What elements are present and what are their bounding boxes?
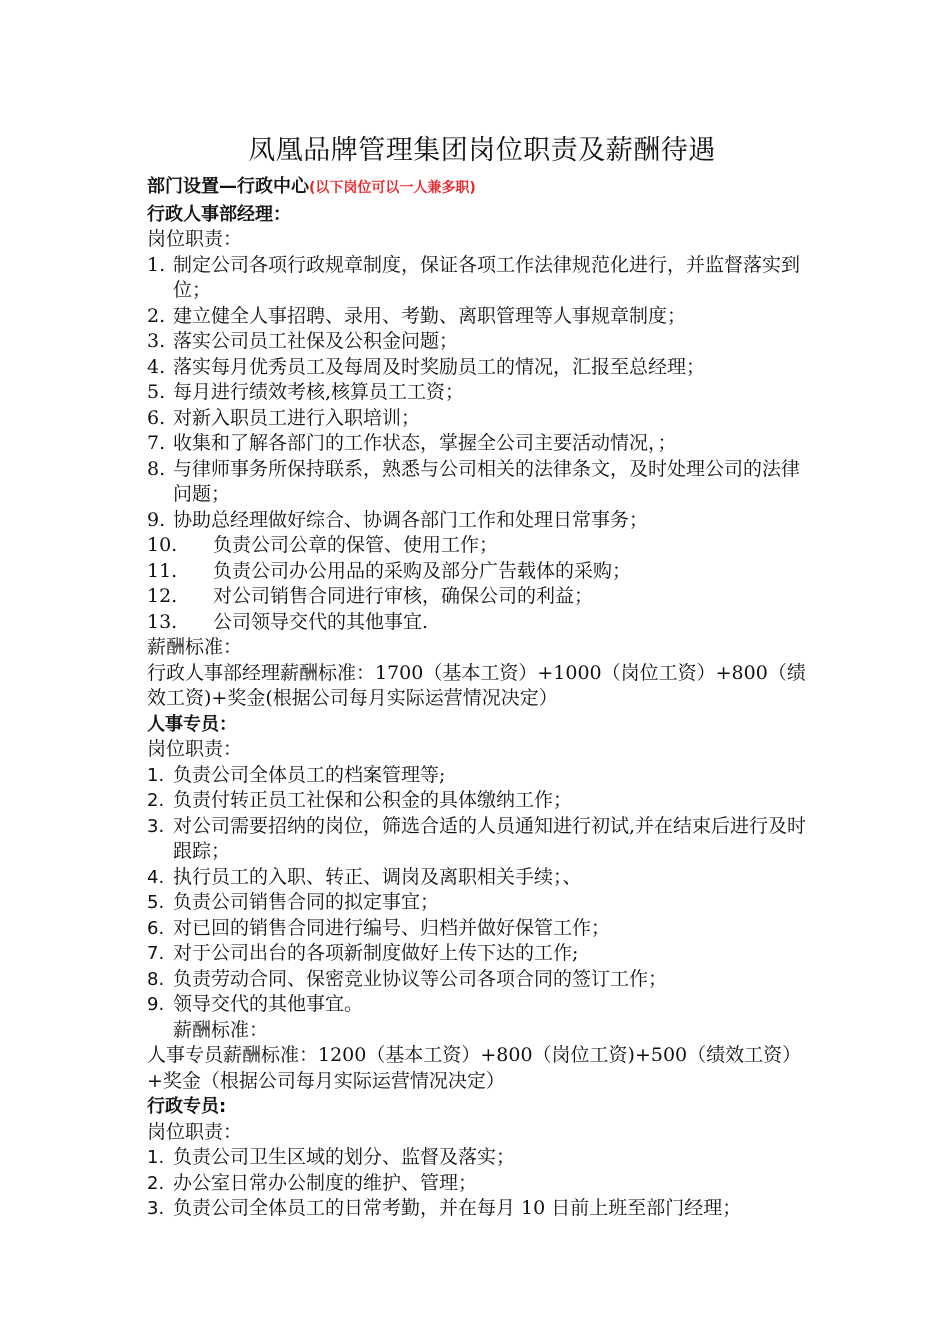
list-text: 协助总经理做好综合、协调各部门工作和处理日常事务； [173,508,649,531]
section3-duties-list [147,1145,817,1222]
document-body [147,132,817,1222]
list-text: 对于公司出台的各项新制度做好上传下达的工作; [173,942,579,964]
section2-duties-label: 岗位职责： [147,738,243,760]
list-text: 领导交代的其他事宜。 [173,993,364,1015]
list-text: 制定公司各项行政规章制度，保证各项工作法律规范化进行，并监督落实到位； [173,253,801,301]
list-text: 对公司需要招纳的岗位，筛选合适的人员通知进行初试,并在结束后进行及时跟踪； [173,814,807,862]
section1-duties-label: 岗位职责： [147,228,243,250]
list-number: 2. [147,790,165,811]
section2-duties-list [147,763,817,1018]
list-item [147,1196,817,1222]
list-number: 6. [147,406,166,429]
list-number: 9. [147,994,165,1015]
list-item [147,406,817,432]
list-text: 收集和了解各部门的工作状态，掌握全公司主要活动情况，； [173,432,677,454]
list-number: 6. [147,917,165,939]
list-text: 负责付转正员工社保和公积金的具体缴纳工作； [173,789,573,811]
list-number: 3. [147,330,166,352]
list-number: 4. [147,866,165,888]
list-text: 每月进行绩效考核,核算员工工资； [173,381,465,403]
list-number: 8. [147,457,166,480]
list-item [147,992,817,1018]
list-text: 与律师事务所保持联系，熟悉与公司相关的法律条文，及时处理公司的法律问题； [173,457,801,505]
list-number: 3. [147,815,165,837]
list-item [147,610,817,636]
list-number: 5. [147,381,166,403]
list-item [147,814,817,865]
list-number: 13. [147,610,178,633]
section2-salary-text: 人事专员薪酬标准：1200（基本工资）+800（岗位工资)+500（绩效工资）+奖金（根据公司每月实际运营情况决定） [147,1044,802,1092]
list-text: 负责公司销售合同的拟定事宜； [173,891,440,913]
list-item [147,967,817,993]
list-number: 4. [147,355,166,378]
list-item [147,788,817,814]
list-text: 公司领导交代的其他事宜. [213,610,429,633]
list-item [147,890,817,916]
section2-heading: 人事专员： [147,713,237,735]
list-item [147,1145,817,1171]
list-item [147,559,817,585]
list-number: 2. [147,1172,165,1194]
list-number: 12. [147,585,178,607]
list-text: 落实每月优秀员工及每周及时奖励员工的情况，汇报至总经理； [173,355,706,378]
list-number: 8. [147,968,165,990]
section1-salary-label: 薪酬标准： [147,636,243,658]
list-number: 11. [147,559,178,582]
list-item [147,380,817,406]
list-item [147,431,817,457]
document-title: 凤凰品牌管理集团岗位职责及薪酬待遇 [248,135,716,166]
list-item [147,916,817,942]
list-number: 9. [147,508,166,531]
list-item [147,533,817,559]
list-item [147,304,817,330]
list-item [147,508,817,534]
list-text: 负责公司卫生区域的划分、监督及落实； [173,1146,516,1168]
section1-duties-list [147,253,817,636]
list-text: 负责公司全体员工的档案管理等; [173,763,446,786]
list-text: 办公室日常办公制度的维护、管理； [173,1171,478,1194]
list-text: 建立健全人事招聘、录用、考勤、离职管理等人事规章制度； [173,304,687,327]
section2-salary-label: 薪酬标准： [173,1018,269,1041]
list-item [147,253,817,304]
list-number: 1. [147,253,166,276]
section1-heading: 行政人事部经理： [147,203,291,225]
list-number: 2. [147,304,166,327]
list-item [147,865,817,891]
list-text: 负责公司公章的保管、使用工作； [213,534,499,556]
list-text: 负责公司全体员工的日常考勤，并在每月 10 日前上班至部门经理； [173,1197,742,1219]
section1-salary-text: 行政人事部经理薪酬标准：1700（基本工资）+1000（岗位工资）+800（绩效工资)+奖金(根据公司每月实际运营情况决定） [147,661,806,709]
list-number: 5. [147,892,165,913]
list-item [147,941,817,967]
list-text: 负责劳动合同、保密竞业协议等公司各项合同的签订工作； [173,967,668,990]
list-item [147,329,817,355]
list-item [147,763,817,789]
list-number: 10. [147,534,178,556]
list-text: 对已回的销售合同进行编号、归档并做好保管工作； [173,916,611,939]
list-number: 1. [147,764,165,786]
list-number: 7. [147,943,165,964]
list-text: 落实公司员工社保及公积金问题； [173,330,459,352]
list-number: 7. [147,432,166,454]
list-item [147,1171,817,1197]
list-text: 对公司销售合同进行审核，确保公司的利益； [213,585,594,607]
department-note: (以下岗位可以一人兼多职) [309,180,476,196]
list-number: 3. [147,1198,165,1219]
list-text: 对新入职员工进行入职培训； [173,406,421,429]
list-number: 1. [147,1147,165,1168]
list-item [147,584,817,610]
department-heading: 部门设置—行政中心 [147,176,309,197]
section3-duties-label: 岗位职责： [147,1120,243,1143]
list-text: 负责公司办公用品的采购及部分广告载体的采购； [213,559,632,582]
section3-heading: 行政专员: [147,1096,227,1117]
list-item [147,457,817,508]
department-heading-line [147,174,817,202]
list-item [147,355,817,381]
list-text: 执行员工的入职、转正、调岗及离职相关手续；、 [173,865,582,888]
